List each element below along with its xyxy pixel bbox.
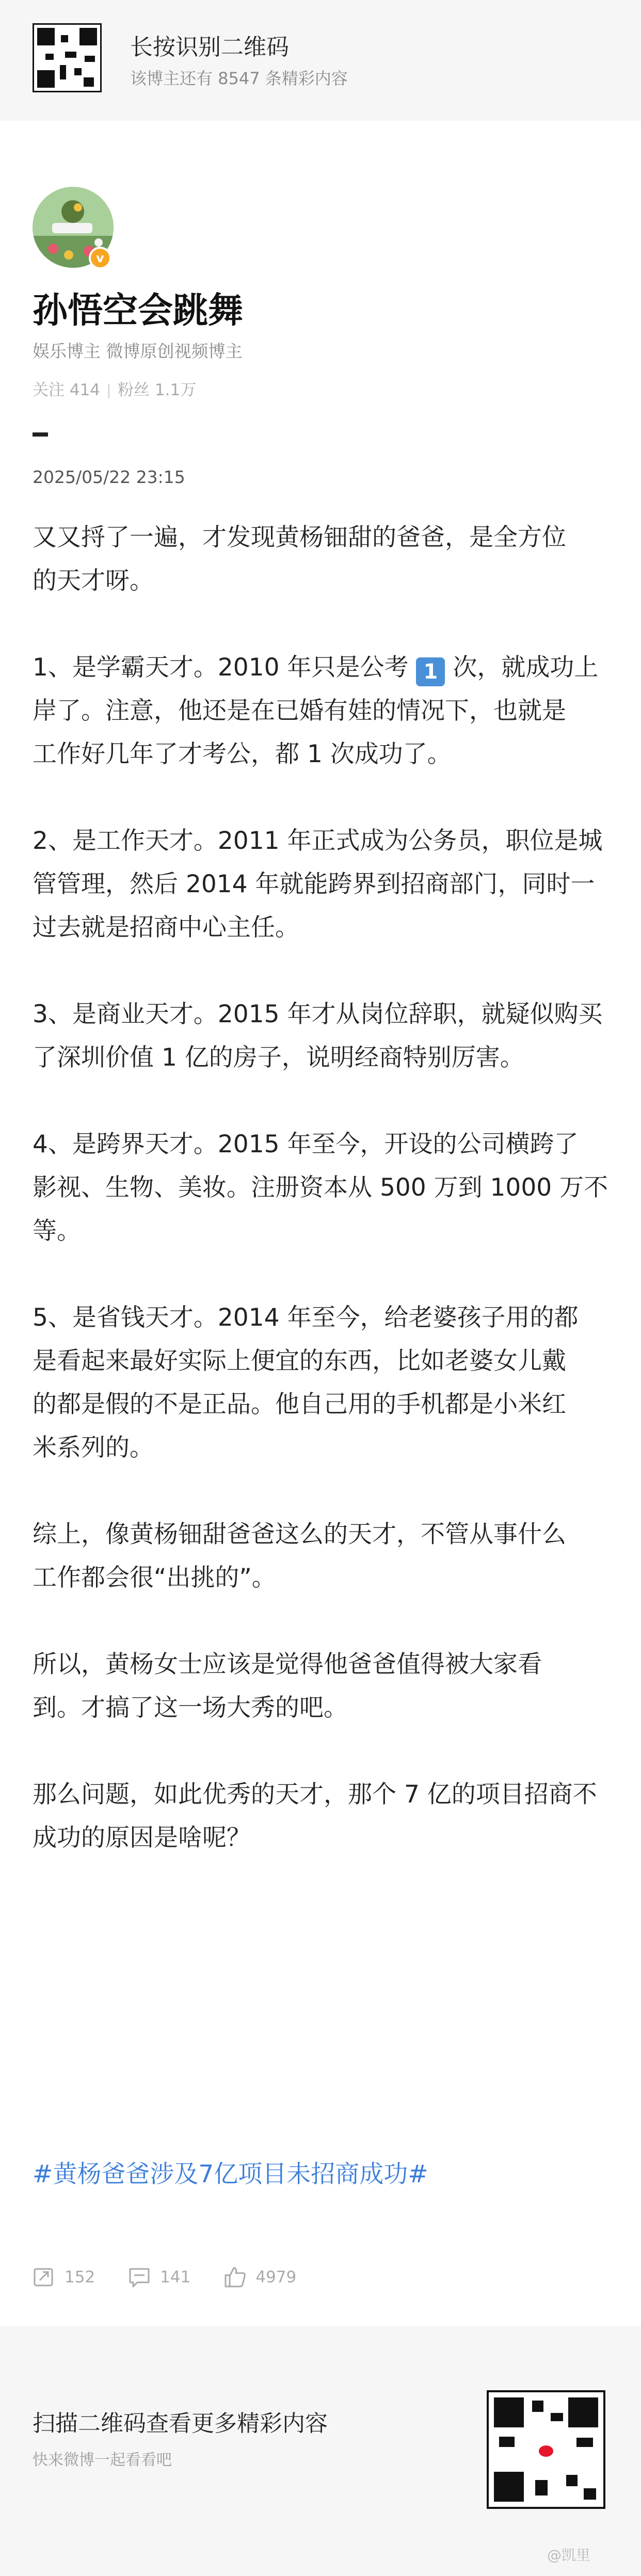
footer-subtitle: 快来微博一起看看吧 bbox=[33, 2451, 172, 2469]
footer-qr-code[interactable] bbox=[487, 2390, 605, 2509]
post-paragraph: 4、是跨界天才。2015 年至今，开设的公司横跨了 影视、生物、美妆。注册资本从 500 万到 1000 万不 等。 bbox=[33, 1130, 608, 1245]
fans-count[interactable]: 粉丝 1.1万 bbox=[118, 381, 197, 399]
thumbs-up-icon bbox=[223, 2266, 246, 2289]
repost-icon bbox=[33, 2266, 55, 2289]
comment-button[interactable] bbox=[128, 2266, 190, 2289]
comment-count: 141 bbox=[160, 2268, 191, 2287]
comment-icon bbox=[128, 2266, 151, 2289]
profile-tags: 娱乐博主 微博原创视频博主 bbox=[33, 341, 243, 361]
follow-count[interactable]: 关注 414 bbox=[33, 381, 101, 399]
profile-name[interactable]: 孙悟空会跳舞 bbox=[33, 291, 244, 331]
like-count: 4979 bbox=[255, 2268, 297, 2287]
post-paragraph: 5、是省钱天才。2014 年至今，给老婆孩子用的都 是看起来最好实际上便宜的东西，比如老婆女儿戴 的都是假的不是正品。他自己用的手机都是小米红 米系列的。 bbox=[33, 1303, 579, 1462]
keycap-one-icon: 1 bbox=[416, 657, 445, 686]
hashtag-link[interactable]: #黄杨爸爸涉及7亿项目未招商成功# bbox=[33, 2160, 428, 2188]
top-qr-code[interactable] bbox=[33, 23, 102, 92]
profile-stats bbox=[33, 377, 196, 400]
watermark: @凯里 bbox=[547, 2547, 591, 2564]
post-paragraph: 3、是商业天才。2015 年才从岗位辞职，就疑似购买 了深圳价值 1 亿的房子，说明经商特别厉害。 bbox=[33, 1000, 603, 1072]
verified-badge-icon: v bbox=[89, 247, 111, 269]
post-paragraph bbox=[33, 646, 611, 776]
post-paragraph: 所以，黄杨女士应该是觉得他爸爸值得被大家看 到。才搞了这一场大秀的吧。 bbox=[33, 1650, 542, 1722]
banner-title: 长按识别二维码 bbox=[130, 34, 289, 60]
text-segment: 次，就成功上 岸了。注意，他还是在已婚有娃的情况下，也就是 工作好几年了才考公，都 1 次成功了。 bbox=[33, 653, 599, 768]
like-button[interactable] bbox=[223, 2266, 296, 2289]
post-content bbox=[33, 516, 611, 1860]
post-paragraph: 那么问题，如此优秀的天才，那个 7 亿的项目招商不 成功的原因是啥呢？ bbox=[33, 1780, 597, 1852]
post-date: 2025/05/22 23:15 bbox=[33, 467, 185, 487]
stats-divider bbox=[108, 384, 109, 398]
footer-title: 扫描二维码查看更多精彩内容 bbox=[33, 2410, 328, 2437]
repost-count: 152 bbox=[65, 2268, 95, 2287]
repost-button[interactable] bbox=[33, 2266, 95, 2289]
weibo-logo-icon bbox=[535, 2440, 557, 2462]
section-divider bbox=[33, 432, 48, 437]
banner-subtitle: 该博主还有 8547 条精彩内容 bbox=[130, 69, 348, 88]
action-bar bbox=[33, 2264, 329, 2290]
top-banner bbox=[0, 0, 641, 121]
post-paragraph: 综上，像黄杨钿甜爸爸这么的天才，不管从事什么 工作都会很“出挑的”。 bbox=[33, 1520, 566, 1592]
text-segment: 1、是学霸天才。2010 年只是公考 bbox=[33, 653, 416, 682]
post-paragraph: 2、是工作天才。2011 年正式成为公务员，职位是城 管管理，然后 2014 年就能跨界到招商部门，同时一 过去就是招商中心主任。 bbox=[33, 827, 603, 942]
post-paragraph: 又又捋了一遍，才发现黄杨钿甜的爸爸，是全方位 的天才呀。 bbox=[33, 523, 566, 595]
